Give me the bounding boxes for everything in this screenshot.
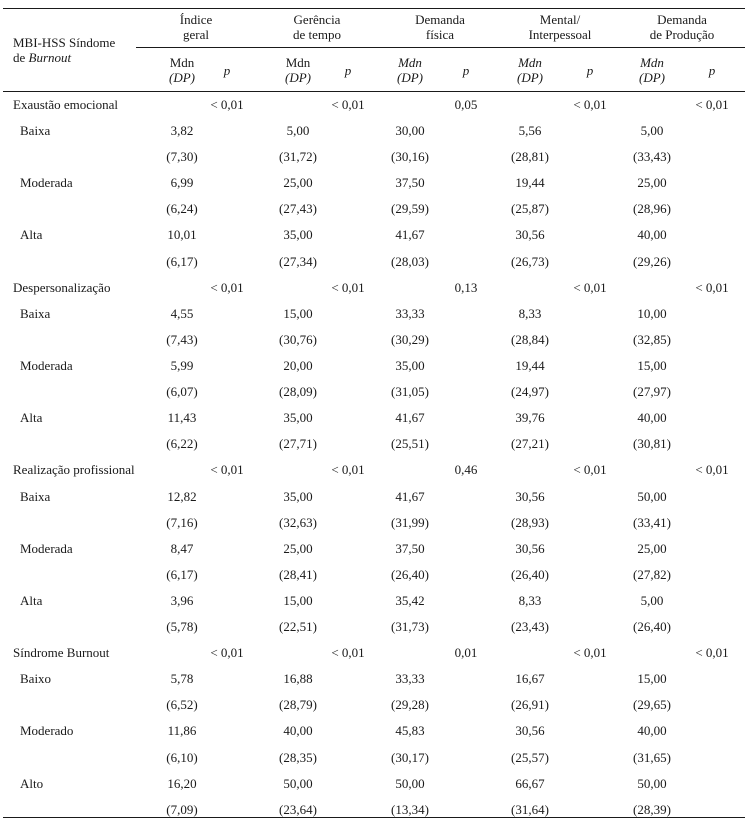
sd-value: (31,65) [633, 750, 671, 765]
median-value: 50,00 [395, 776, 425, 791]
column-group-line2: geral [183, 27, 209, 42]
sd-value: (28,96) [633, 201, 671, 216]
median-value: 30,56 [515, 723, 545, 738]
sd-value: (31,72) [279, 149, 317, 164]
dp-label: (DP) [639, 70, 665, 85]
sd-value: (31,73) [391, 619, 429, 634]
p-subheader: p [586, 63, 594, 78]
dp-label: (DP) [517, 70, 543, 85]
sd-value: (29,59) [391, 201, 429, 216]
level-label: Baixo [20, 671, 52, 686]
sd-value: (26,40) [633, 619, 671, 634]
row-header-line1: MBI-HSS Síndome [13, 35, 116, 50]
p-value: < 0,01 [331, 462, 365, 477]
p-value: < 0,01 [573, 97, 607, 112]
median-value: 35,00 [283, 489, 313, 504]
row-header-line2-prefix: de [13, 50, 29, 65]
median-value: 5,00 [640, 123, 664, 138]
level-label: Baixa [20, 489, 51, 504]
sd-value: (25,51) [391, 436, 429, 451]
p-value: < 0,01 [210, 645, 244, 660]
median-value: 8,33 [518, 593, 542, 608]
mdn-dp-subheader [169, 55, 195, 85]
p-value: < 0,01 [573, 280, 607, 295]
p-value: 0,01 [454, 645, 478, 660]
median-value: 5,78 [170, 671, 194, 686]
median-value: 35,00 [283, 410, 313, 425]
sd-value: (23,64) [279, 802, 317, 817]
median-value: 40,00 [637, 723, 667, 738]
median-value: 40,00 [283, 723, 313, 738]
column-group-line2: de Produção [649, 27, 715, 42]
mdn-label: Mdn [640, 55, 664, 70]
median-value: 12,82 [167, 489, 197, 504]
level-label: Alto [20, 776, 44, 791]
section-label: Despersonalização [13, 280, 111, 295]
median-value: 15,00 [637, 671, 667, 686]
sd-value: (7,16) [166, 515, 198, 530]
sd-value: (27,97) [633, 384, 671, 399]
column-group-line2: de tempo [292, 27, 342, 42]
sd-value: (27,21) [511, 436, 549, 451]
sd-value: (29,26) [633, 254, 671, 269]
median-value: 3,96 [170, 593, 194, 608]
column-group-line1: Mental/ [539, 12, 581, 27]
sd-value: (6,17) [166, 254, 198, 269]
median-value: 37,50 [395, 541, 425, 556]
sd-value: (32,63) [279, 515, 317, 530]
median-value: 37,50 [395, 175, 425, 190]
median-value: 3,82 [170, 123, 194, 138]
group-header-rule [136, 47, 745, 48]
sd-value: (28,35) [279, 750, 317, 765]
median-value: 5,56 [518, 123, 542, 138]
sd-value: (28,09) [279, 384, 317, 399]
median-value: 30,56 [515, 489, 545, 504]
p-value: < 0,01 [573, 462, 607, 477]
median-value: 40,00 [637, 227, 667, 242]
column-group-header [650, 12, 715, 42]
column-group-line1: Demanda [415, 12, 465, 27]
p-value: < 0,01 [695, 462, 729, 477]
sd-value: (28,41) [279, 567, 317, 582]
dp-label: (DP) [397, 70, 423, 85]
mdn-dp-subheader [285, 55, 311, 85]
section-label: Síndrome Burnout [13, 645, 110, 660]
p-value: < 0,01 [331, 97, 365, 112]
row-header-line2-italic: Burnout [28, 50, 72, 65]
median-value: 35,00 [395, 358, 425, 373]
p-subheader: p [344, 63, 352, 78]
median-value: 25,00 [283, 541, 313, 556]
sd-value: (26,91) [511, 697, 549, 712]
bottom-rule [3, 817, 745, 818]
column-group-line2: física [425, 27, 455, 42]
p-value: < 0,01 [210, 462, 244, 477]
top-rule [3, 8, 745, 9]
p-value: < 0,01 [695, 645, 729, 660]
mdn-dp-subheader [639, 55, 665, 85]
sd-value: (30,81) [633, 436, 671, 451]
sd-value: (31,64) [511, 802, 549, 817]
sd-value: (30,17) [391, 750, 429, 765]
sd-value: (6,07) [166, 384, 198, 399]
sd-value: (22,51) [279, 619, 317, 634]
dp-label: (DP) [285, 70, 311, 85]
p-value: < 0,01 [210, 280, 244, 295]
sd-value: (28,79) [279, 697, 317, 712]
median-value: 25,00 [637, 175, 667, 190]
median-value: 8,33 [518, 306, 542, 321]
mdn-label: Mdn [398, 55, 422, 70]
p-value: < 0,01 [695, 280, 729, 295]
p-value: 0,46 [454, 462, 478, 477]
median-value: 50,00 [283, 776, 313, 791]
median-value: 30,56 [515, 227, 545, 242]
sd-value: (6,17) [166, 567, 198, 582]
sd-value: (7,30) [166, 149, 198, 164]
sd-value: (25,57) [511, 750, 549, 765]
sd-value: (32,85) [633, 332, 671, 347]
sd-value: (24,97) [511, 384, 549, 399]
median-value: 5,99 [170, 358, 194, 373]
median-value: 39,76 [515, 410, 545, 425]
median-value: 8,47 [170, 541, 194, 556]
row-header-label [13, 35, 115, 65]
sd-value: (33,43) [633, 149, 671, 164]
sd-value: (30,16) [391, 149, 429, 164]
column-group-line1: Gerência [293, 12, 341, 27]
level-label: Moderada [20, 358, 73, 373]
median-value: 16,20 [167, 776, 197, 791]
median-value: 10,00 [637, 306, 667, 321]
column-group-line1: Índice [179, 12, 213, 27]
median-value: 19,44 [515, 358, 545, 373]
median-value: 11,43 [167, 410, 197, 425]
level-label: Alta [20, 593, 43, 608]
sd-value: (28,39) [633, 802, 671, 817]
sd-value: (31,05) [391, 384, 429, 399]
level-label: Baixa [20, 123, 51, 138]
median-value: 19,44 [515, 175, 545, 190]
median-value: 66,67 [515, 776, 545, 791]
p-subheader: p [462, 63, 470, 78]
median-value: 4,55 [170, 306, 194, 321]
sd-value: (6,24) [166, 201, 198, 216]
sd-value: (28,03) [391, 254, 429, 269]
sd-value: (28,81) [511, 149, 549, 164]
p-subheader: p [223, 63, 231, 78]
median-value: 6,99 [170, 175, 194, 190]
column-group-header [180, 12, 212, 42]
header-bottom-rule [3, 91, 745, 92]
sd-value: (7,43) [166, 332, 198, 347]
sd-value: (27,82) [633, 567, 671, 582]
sd-value: (6,52) [166, 697, 198, 712]
section-label: Exaustão emocional [13, 97, 119, 112]
median-value: 11,86 [167, 723, 197, 738]
mdn-label: Mdn [169, 55, 195, 70]
mdn-label: Mdn [518, 55, 542, 70]
sd-value: (6,10) [166, 750, 198, 765]
sd-value: (27,34) [279, 254, 317, 269]
median-value: 33,33 [395, 671, 425, 686]
median-value: 30,00 [395, 123, 425, 138]
median-value: 5,00 [286, 123, 310, 138]
median-value: 45,83 [395, 723, 425, 738]
p-subheader: p [708, 63, 716, 78]
median-value: 15,00 [637, 358, 667, 373]
p-value: < 0,01 [210, 97, 244, 112]
median-value: 15,00 [283, 306, 313, 321]
median-value: 35,42 [395, 593, 425, 608]
sd-value: (26,40) [511, 567, 549, 582]
sd-value: (6,22) [166, 436, 198, 451]
column-group-line1: Demanda [657, 12, 707, 27]
sd-value: (29,65) [633, 697, 671, 712]
column-group-header [415, 12, 465, 42]
median-value: 40,00 [637, 410, 667, 425]
sd-value: (7,09) [166, 802, 198, 817]
column-group-header [529, 12, 592, 42]
sd-value: (25,87) [511, 201, 549, 216]
sd-value: (26,73) [511, 254, 549, 269]
level-label: Alta [20, 410, 43, 425]
level-label: Baixa [20, 306, 51, 321]
mdn-dp-subheader [517, 55, 543, 85]
p-value: 0,13 [454, 280, 478, 295]
sd-value: (30,76) [279, 332, 317, 347]
sd-value: (23,43) [511, 619, 549, 634]
sd-value: (13,34) [391, 802, 429, 817]
median-value: 41,67 [395, 410, 425, 425]
level-label: Moderado [20, 723, 74, 738]
mdn-dp-subheader [397, 55, 423, 85]
median-value: 35,00 [283, 227, 313, 242]
median-value: 41,67 [395, 489, 425, 504]
column-group-header [293, 12, 341, 42]
level-label: Moderada [20, 175, 73, 190]
median-value: 16,88 [283, 671, 313, 686]
sd-value: (26,40) [391, 567, 429, 582]
median-value: 20,00 [283, 358, 313, 373]
sd-value: (31,99) [391, 515, 429, 530]
median-value: 50,00 [637, 489, 667, 504]
sd-value: (30,29) [391, 332, 429, 347]
level-label: Moderada [20, 541, 73, 556]
p-value: < 0,01 [573, 645, 607, 660]
sd-value: (27,71) [279, 436, 317, 451]
mdn-label: Mdn [285, 55, 311, 70]
median-value: 50,00 [637, 776, 667, 791]
p-value: < 0,01 [695, 97, 729, 112]
median-value: 15,00 [283, 593, 313, 608]
p-value: 0,05 [454, 97, 478, 112]
sd-value: (27,43) [279, 201, 317, 216]
sd-value: (28,84) [511, 332, 549, 347]
median-value: 10,01 [167, 227, 197, 242]
median-value: 41,67 [395, 227, 425, 242]
sd-value: (33,41) [633, 515, 671, 530]
sd-value: (5,78) [166, 619, 198, 634]
median-value: 16,67 [515, 671, 545, 686]
median-value: 25,00 [637, 541, 667, 556]
level-label: Alta [20, 227, 43, 242]
p-value: < 0,01 [331, 645, 365, 660]
median-value: 5,00 [640, 593, 664, 608]
dp-label: (DP) [169, 70, 195, 85]
median-value: 33,33 [395, 306, 425, 321]
section-label: Realização profissional [13, 462, 135, 477]
median-value: 30,56 [515, 541, 545, 556]
sd-value: (29,28) [391, 697, 429, 712]
sd-value: (28,93) [511, 515, 549, 530]
column-group-line2: Interpessoal [528, 27, 592, 42]
p-value: < 0,01 [331, 280, 365, 295]
median-value: 25,00 [283, 175, 313, 190]
